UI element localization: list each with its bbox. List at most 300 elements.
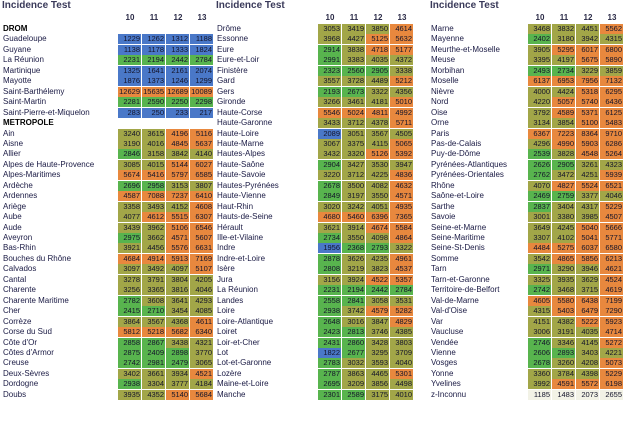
incidence-cell: 9710: [600, 129, 623, 139]
incidence-cell: 3709: [390, 348, 413, 358]
column-header: 10: [325, 13, 335, 22]
table-row: [0, 254, 214, 264]
incidence-cell: 4385: [390, 327, 413, 337]
region-name: Calvados: [3, 264, 37, 274]
table-row: [0, 358, 214, 368]
column-header: 13: [197, 13, 207, 22]
incidence-cell: 3058: [366, 296, 389, 306]
table-row: [428, 327, 624, 337]
column-header: 12: [373, 13, 383, 22]
incidence-cell: 3715: [576, 285, 599, 295]
table-row: [214, 170, 414, 180]
incidence-cell: 3550: [342, 233, 365, 243]
incidence-cell: 3256: [118, 285, 141, 295]
incidence-cell: 4085: [190, 306, 213, 316]
table-row: [214, 149, 414, 159]
table-row: [214, 358, 414, 368]
table-row: [214, 55, 414, 65]
incidence-cell: 3260: [552, 358, 575, 368]
table-row: [0, 338, 214, 348]
incidence-cell: 5040: [576, 223, 599, 233]
incidence-cell: 4046: [600, 191, 623, 201]
incidence-cell: 5144: [166, 160, 189, 170]
incidence-cell: 5572: [576, 379, 599, 389]
table-row: [0, 379, 214, 389]
region-name: Ardennes: [3, 191, 38, 201]
incidence-cell: 3816: [166, 285, 189, 295]
incidence-cell: 6800: [600, 45, 623, 55]
incidence-cell: 3454: [166, 306, 189, 316]
incidence-cell: 6027: [190, 160, 213, 170]
incidence-cell: 3924: [342, 275, 365, 285]
table-row: [0, 223, 214, 233]
incidence-cell: 3804: [166, 275, 189, 285]
incidence-cell: 2479: [166, 358, 189, 368]
incidence-cell: 2846: [118, 149, 141, 159]
incidence-cell: 1824: [190, 45, 213, 55]
incidence-cell: 5357: [390, 275, 413, 285]
incidence-cell: 3067: [318, 139, 341, 149]
table-row: [0, 160, 214, 170]
region-name: Ardèche: [3, 180, 33, 190]
table-row: [214, 160, 414, 170]
table-row: [214, 296, 414, 306]
incidence-cell: 4680: [318, 212, 341, 222]
region-name: Haute-Vienne: [217, 191, 266, 201]
column-header: 10: [125, 13, 135, 22]
incidence-cell: 4317: [576, 202, 599, 212]
table-row: [0, 348, 214, 358]
incidence-cell: 3770: [190, 348, 213, 358]
incidence-cell: 4827: [552, 181, 575, 191]
region-name: La Réunion: [3, 55, 44, 65]
incidence-cell: 3968: [318, 34, 341, 44]
incidence-cell: 3197: [342, 191, 365, 201]
incidence-cell: 3419: [342, 24, 365, 34]
incidence-cell: 5771: [600, 233, 623, 243]
incidence-cell: 6198: [600, 379, 623, 389]
table-row: [214, 369, 414, 379]
incidence-cell: 4522: [366, 275, 389, 285]
table-row: [214, 317, 414, 327]
incidence-cell: 1262: [142, 34, 165, 44]
table-row: [214, 24, 414, 34]
incidence-cell: 3728: [342, 76, 365, 86]
table-row: [214, 264, 414, 274]
incidence-cell: 1299: [190, 76, 213, 86]
panel-title: Incidence Test: [216, 0, 285, 11]
incidence-cell: 2589: [342, 390, 365, 400]
region-name: Somme: [431, 253, 459, 263]
incidence-cell: 4961: [390, 254, 413, 264]
incidence-cell: 4046: [190, 285, 213, 295]
incidence-cell: 2742: [528, 285, 551, 295]
incidence-cell: 3847: [366, 317, 389, 327]
incidence-cell: 3365: [142, 285, 165, 295]
incidence-cell: 3338: [390, 66, 413, 76]
region-name: Saint-Barthélemy: [3, 86, 65, 96]
incidence-cell: 4608: [190, 202, 213, 212]
incidence-cell: 3792: [528, 108, 551, 118]
incidence-cell: 5711: [390, 118, 413, 128]
incidence-cell: 4548: [576, 149, 599, 159]
incidence-cell: 2409: [142, 348, 165, 358]
table-row: [428, 264, 624, 274]
incidence-cell: 5272: [600, 338, 623, 348]
incidence-cell: 4714: [600, 327, 623, 337]
section-label: METROPOLE: [3, 118, 54, 128]
region-name: Guyane: [3, 44, 32, 54]
incidence-cell: 2849: [318, 191, 341, 201]
incidence-cell: 3842: [166, 149, 189, 159]
incidence-cell: 3468: [552, 285, 575, 295]
table-row: [428, 87, 624, 97]
incidence-cell: 4632: [390, 181, 413, 191]
region-name: Seine-St-Denis: [431, 243, 485, 253]
incidence-cell: 3621: [318, 223, 341, 233]
incidence-cell: 4098: [366, 233, 389, 243]
column-header: 12: [173, 13, 183, 22]
incidence-cell: 3307: [528, 233, 551, 243]
region-name: Sarthe: [431, 201, 455, 211]
incidence-cell: 3158: [142, 149, 165, 159]
incidence-cell: 3807: [190, 181, 213, 191]
incidence-cell: 3278: [118, 275, 141, 285]
incidence-cell: 4000: [528, 87, 551, 97]
incidence-cell: 5264: [600, 149, 623, 159]
incidence-cell: 4589: [552, 108, 575, 118]
incidence-cell: 1185: [528, 390, 551, 400]
incidence-cell: 4077: [118, 212, 141, 222]
table-row: [0, 212, 214, 222]
incidence-cell: 2673: [342, 87, 365, 97]
incidence-cell: 4040: [390, 358, 413, 368]
incidence-cell: 4587: [118, 191, 141, 201]
incidence-cell: 2073: [576, 390, 599, 400]
incidence-cell: 2904: [318, 160, 341, 170]
incidence-cell: 3134: [528, 118, 551, 128]
table-row: [0, 317, 214, 327]
incidence-cell: 2323: [318, 66, 341, 76]
table-row: [0, 327, 214, 337]
table-row: [214, 285, 414, 295]
region-name: Seine-et-Marne: [431, 222, 487, 232]
incidence-cell: 4935: [390, 202, 413, 212]
incidence-cell: 2734: [552, 66, 575, 76]
incidence-cell: 2231: [118, 55, 141, 65]
incidence-cell: 3530: [366, 160, 389, 170]
table-row: [428, 76, 624, 86]
region-name: Nièvre: [431, 86, 455, 96]
incidence-cell: 2677: [342, 348, 365, 358]
region-name: Loiret: [217, 327, 238, 337]
region-name: Haute-Corse: [217, 107, 263, 117]
incidence-cell: 6479: [576, 306, 599, 316]
table-row: [0, 296, 214, 306]
region-name: Territoire-de-Belfort: [431, 285, 500, 295]
incidence-cell: 2787: [318, 369, 341, 379]
incidence-cell: 3493: [142, 202, 165, 212]
table-row: [214, 97, 414, 107]
incidence-cell: 3433: [318, 118, 341, 128]
table-row: [214, 212, 414, 222]
incidence-cell: 3828: [552, 149, 575, 159]
incidence-cell: 3531: [390, 296, 413, 306]
region-name: Dordogne: [3, 379, 39, 389]
incidence-cell: 3921: [118, 243, 141, 253]
region-name: Pas-de-Calais: [431, 138, 482, 148]
incidence-cell: 4220: [528, 97, 551, 107]
incidence-cell: 6340: [190, 327, 213, 337]
incidence-cell: 3295: [366, 348, 389, 358]
incidence-cell: 3985: [576, 212, 599, 222]
incidence-cell: 2893: [552, 348, 575, 358]
incidence-cell: 5637: [190, 139, 213, 149]
incidence-cell: 3403: [576, 348, 599, 358]
incidence-cell: 5812: [118, 327, 141, 337]
region-name: Haut-Rhin: [217, 201, 254, 211]
incidence-cell: 3567: [142, 317, 165, 327]
incidence-cell: 2837: [528, 202, 551, 212]
incidence-cell: 3360: [528, 369, 551, 379]
region-name: Creuse: [3, 358, 29, 368]
incidence-cell: 4456: [142, 243, 165, 253]
incidence-cell: 7132: [600, 76, 623, 86]
incidence-cell: 1333: [166, 45, 189, 55]
column-header: 10: [535, 13, 545, 22]
incidence-cell: 5674: [118, 170, 141, 180]
incidence-cell: 4097: [166, 264, 189, 274]
incidence-cell: 3777: [166, 379, 189, 389]
incidence-cell: 5065: [390, 139, 413, 149]
incidence-cell: 2560: [342, 66, 365, 76]
panel-title: Incidence Test: [2, 0, 71, 11]
region-name: Aisne: [3, 138, 24, 148]
incidence-cell: 4992: [390, 108, 413, 118]
incidence-cell: 3358: [118, 202, 141, 212]
region-name: Gard: [217, 76, 235, 86]
incidence-cell: 2793: [366, 243, 389, 253]
table-row: [428, 181, 624, 191]
incidence-cell: 2782: [118, 296, 141, 306]
table-row: [214, 45, 414, 55]
region-name: Finistère: [217, 65, 248, 75]
region-name: Doubs: [3, 389, 27, 399]
table-row: [0, 390, 214, 400]
incidence-cell: 4235: [366, 254, 389, 264]
table-row: [214, 108, 414, 118]
incidence-cell: 2089: [318, 129, 341, 139]
incidence-cell: 3427: [342, 160, 365, 170]
table-row: [428, 118, 624, 128]
incidence-cell: 4990: [552, 139, 575, 149]
region-name: Cantal: [3, 274, 27, 284]
incidence-cell: 4914: [142, 254, 165, 264]
incidence-cell: 4082: [366, 181, 389, 191]
incidence-cell: 3097: [118, 264, 141, 274]
region-name: Allier: [3, 149, 21, 159]
incidence-cell: 3375: [342, 139, 365, 149]
region-name: Indre: [217, 243, 236, 253]
region-name: Seine-Maritime: [431, 233, 485, 242]
region-name: Val-de-Marne: [431, 295, 479, 305]
incidence-cell: 6396: [366, 212, 389, 222]
incidence-cell: 3190: [118, 139, 141, 149]
incidence-cell: 233: [166, 108, 189, 118]
region-name: Hérault: [217, 222, 243, 232]
region-name: Marne: [431, 24, 454, 33]
incidence-cell: 4140: [190, 149, 213, 159]
incidence-cell: 4015: [142, 160, 165, 170]
incidence-cell: 3229: [576, 66, 599, 76]
incidence-cell: 12629: [119, 86, 140, 96]
incidence-cell: 2808: [318, 264, 341, 274]
incidence-cell: 5632: [390, 34, 413, 44]
table-row: [428, 191, 624, 201]
incidence-cell: 2301: [318, 390, 341, 400]
region-name: Haute-Loire: [217, 128, 259, 138]
incidence-cell: 3377: [576, 191, 599, 201]
incidence-cell: 6125: [600, 108, 623, 118]
incidence-cell: 3791: [142, 275, 165, 285]
region-name: Loire: [217, 306, 235, 316]
region-name: Tarn-et-Garonne: [431, 274, 490, 284]
table-row: [0, 129, 214, 139]
incidence-cell: 5125: [366, 34, 389, 44]
incidence-cell: 2415: [118, 306, 141, 316]
table-row: [214, 202, 414, 212]
incidence-cell: 6436: [600, 97, 623, 107]
incidence-cell: 5212: [390, 76, 413, 86]
region-name: Lot-et-Garonne: [217, 358, 272, 368]
incidence-cell: 1641: [142, 66, 165, 76]
incidence-cell: 2938: [318, 306, 341, 316]
incidence-cell: 2648: [318, 317, 341, 327]
incidence-cell: 3438: [166, 338, 189, 348]
incidence-cell: 5229: [600, 369, 623, 379]
region-name: Pyrénées-Atlantiques: [431, 159, 508, 169]
incidence-cell: 5740: [576, 97, 599, 107]
incidence-cell: 4451: [576, 24, 599, 34]
incidence-cell: 6037: [576, 243, 599, 253]
incidence-cell: 7956: [576, 76, 599, 86]
region-name: z-Inconnu: [431, 389, 467, 399]
incidence-cell: 1483: [552, 390, 575, 400]
table-row: [0, 306, 214, 316]
incidence-cell: 1178: [142, 45, 165, 55]
incidence-cell: 5524: [576, 181, 599, 191]
incidence-cell: 283: [118, 108, 141, 118]
incidence-cell: 4035: [366, 55, 389, 65]
table-row: [214, 66, 414, 76]
incidence-cell: 4051: [366, 202, 389, 212]
region-name: Drôme: [217, 24, 242, 33]
incidence-cell: 3784: [552, 369, 575, 379]
incidence-cell: 3051: [342, 129, 365, 139]
region-name: Cher: [3, 306, 21, 316]
incidence-cell: 5607: [190, 233, 213, 243]
incidence-cell: 4836: [390, 170, 413, 180]
region-name: Indre-et-Loire: [217, 253, 266, 263]
region-name: Yonne: [431, 368, 454, 378]
incidence-cell: 1246: [166, 76, 189, 86]
table-row: [0, 66, 214, 76]
incidence-cell: 5116: [190, 129, 213, 139]
incidence-cell: 5073: [600, 358, 623, 368]
incidence-cell: 3402: [118, 369, 141, 379]
incidence-cell: 3053: [318, 24, 341, 34]
region-name: Mayotte: [3, 76, 32, 86]
region-name: Isère: [217, 264, 235, 274]
incidence-cell: 2281: [118, 97, 141, 107]
column-header: 12: [583, 13, 593, 22]
incidence-cell: 2590: [142, 97, 165, 107]
incidence-cell: 2695: [318, 379, 341, 389]
section-row: [0, 118, 214, 128]
region-name: Saint-Pierre-et-Miquelon: [3, 107, 90, 117]
incidence-cell: 3914: [342, 223, 365, 233]
incidence-cell: 3220: [318, 170, 341, 180]
table-row: [428, 306, 624, 316]
incidence-cell: 2606: [528, 348, 551, 358]
table-row: [428, 275, 624, 285]
incidence-cell: 6953: [552, 76, 575, 86]
region-name: Bouches du Rhône: [3, 253, 72, 263]
incidence-cell: 15635: [143, 86, 164, 96]
incidence-cell: 4612: [142, 212, 165, 222]
table-row: [428, 379, 624, 389]
incidence-cell: 3803: [390, 338, 413, 348]
incidence-cell: 3191: [552, 327, 575, 337]
incidence-cell: 3380: [552, 212, 575, 222]
incidence-cell: 5903: [576, 139, 599, 149]
incidence-cell: 3242: [342, 202, 365, 212]
region-name: Haute-Savoie: [217, 170, 266, 180]
table-row: [428, 223, 624, 233]
incidence-cell: 1138: [118, 45, 141, 55]
region-name: Saint-Martin: [3, 97, 47, 107]
incidence-cell: 3322: [390, 243, 413, 253]
incidence-cell: 3992: [528, 379, 551, 389]
table-row: [0, 264, 214, 274]
incidence-cell: 3832: [552, 24, 575, 34]
incidence-cell: 1876: [118, 76, 141, 86]
incidence-cell: 2742: [118, 358, 141, 368]
incidence-cell: 2878: [318, 254, 341, 264]
incidence-cell: 2841: [342, 296, 365, 306]
incidence-cell: 3863: [342, 369, 365, 379]
incidence-cell: 4070: [528, 181, 551, 191]
incidence-cell: 4427: [342, 34, 365, 44]
region-name: Corse du Sud: [3, 327, 52, 337]
incidence-cell: 3428: [366, 338, 389, 348]
incidence-cell: 3662: [142, 233, 165, 243]
column-header: 13: [607, 13, 617, 22]
incidence-cell: 3864: [118, 317, 141, 327]
incidence-cell: 4684: [118, 254, 141, 264]
incidence-cell: 4424: [552, 87, 575, 97]
table-row: [0, 369, 214, 379]
region-name: Ariège: [3, 201, 27, 211]
incidence-cell: 4184: [190, 379, 213, 389]
incidence-cell: 5140: [166, 390, 189, 400]
incidence-cell: 6521: [600, 181, 623, 191]
incidence-cell: 3823: [366, 264, 389, 274]
incidence-cell: 4674: [366, 223, 389, 233]
incidence-cell: 5218: [142, 327, 165, 337]
incidence-cell: 3962: [142, 223, 165, 233]
incidence-cell: 4521: [190, 369, 213, 379]
